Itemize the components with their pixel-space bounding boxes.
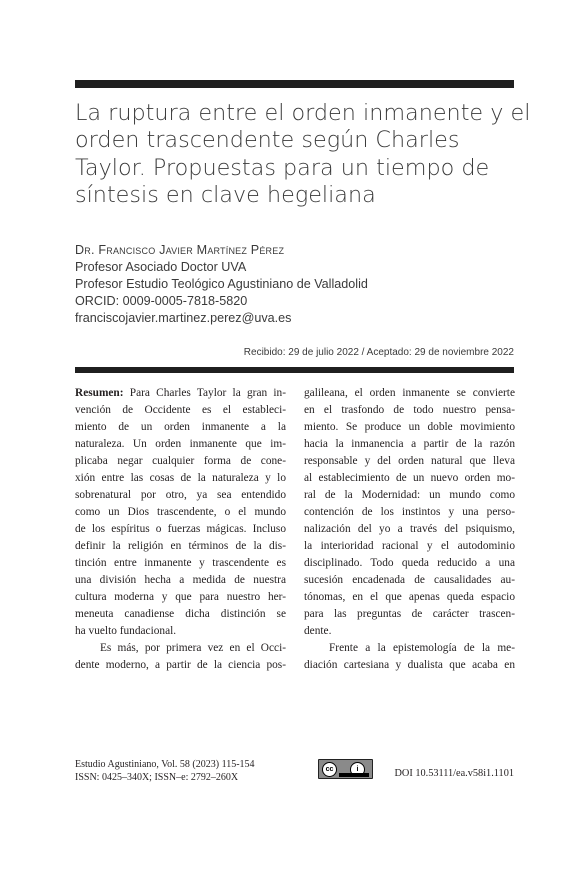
text-line: la interioridad racional y el autodominio: [304, 540, 515, 552]
abstract-right-column: [304, 385, 515, 674]
body-paragraph: [75, 640, 286, 674]
text-line: Es más, por primera vez en el Occi-: [100, 642, 286, 654]
text-line: naturaleza. Un orden inmanente que im-: [75, 438, 286, 450]
text-line: en el trasfondo de todo nuestro pensa-: [304, 404, 515, 416]
title-line: orden trascendente según Charles: [75, 127, 460, 154]
author-institution: Profesor Estudio Teológico Agustiniano de Valladolid: [75, 277, 368, 291]
text-line: hacia la inmanencia a partir de la razón: [304, 438, 515, 450]
text-line: al establecimiento de un nuevo orden mo-: [304, 472, 515, 484]
text-line: sobrenatural por otro, ya sea entendido: [75, 489, 286, 501]
text-line: vención de Occidente es el estableci-: [75, 404, 286, 416]
text-line: contención de los instintos y una perso-: [304, 506, 515, 518]
text-line: nalización del yo a través del psiquismo,: [304, 523, 515, 535]
text-line: galileana, el orden inmanente se convierte: [304, 387, 515, 399]
text-line: como un Dios trascendente, o el mundo: [75, 506, 286, 518]
text-line: meneuta canadiense dicha distinción se: [75, 608, 286, 620]
journal-footer: [75, 759, 315, 784]
abstract-paragraph: [75, 385, 286, 640]
journal-citation: Estudio Agustiniano, Vol. 58 (2023) 115-154: [75, 759, 255, 770]
abstract-label: Resumen:: [75, 387, 124, 399]
text-line: sucesión encadenada de causalidades au-: [304, 574, 515, 586]
text-line: ha vuelto fundacional.: [75, 625, 177, 637]
abstract-paragraph: [304, 385, 515, 640]
attribution-person-icon: i: [350, 762, 365, 777]
author-name: Dr. Francisco Javier Martínez Pérez: [75, 243, 285, 257]
text-line: miento. Se produce un doble movimiento: [304, 421, 515, 433]
text-line: plicaba negar cualquier forma de cone-: [75, 455, 286, 467]
divider-rule: [75, 367, 514, 373]
author-orcid: ORCID: 0009-0005-7818-5820: [75, 294, 248, 308]
title-line: La ruptura entre el orden inmanente y el: [75, 100, 531, 126]
text-line: dente.: [304, 625, 332, 637]
author-email[interactable]: franciscojavier.martinez.perez@uva.es: [75, 311, 292, 325]
title-line: Taylor. Propuestas para un tiempo de: [75, 154, 490, 181]
text-line: ral de la Modernidad: un mundo como: [304, 489, 515, 501]
text-line: definir la religión en términos de la dis-: [75, 540, 286, 552]
text-line: Resumen: Para Charles Taylor la gran in-: [75, 387, 286, 399]
creative-commons-by-icon[interactable]: [318, 759, 373, 779]
author-block: [75, 242, 515, 327]
author-position: Profesor Asociado Doctor UVA: [75, 260, 247, 274]
text-line: xión entre las cosas de la naturaleza y lo: [75, 472, 286, 484]
text-line: de los espíritus o fuerzas mágicas. Incluso: [75, 523, 286, 535]
received-accepted-dates: Recibido: 29 de julio 2022 / Aceptado: 29 de noviembre 2022: [243, 347, 514, 358]
text-line: diación cartesiana y dualista que acaba en: [304, 659, 515, 671]
abstract-left-column: [75, 385, 286, 674]
journal-issn: ISSN: 0425–340X; ISSN–e: 2792–260X: [75, 771, 239, 783]
article-title: [75, 100, 531, 210]
license-strip: [339, 773, 369, 777]
cc-symbol-icon: cc: [322, 762, 337, 777]
top-rule: [75, 80, 514, 88]
text-line: para las preguntas de carácter trascen-: [304, 608, 515, 620]
body-paragraph: [304, 640, 515, 674]
text-line: cultura moderna y que para nuestro her-: [75, 591, 286, 603]
text-line: disciplinado. Todo queda reducido a una: [304, 557, 515, 569]
doi-link[interactable]: DOI 10.53111/ea.v58i1.1101: [394, 768, 514, 779]
text-line: una división hecha a medida de nuestra: [75, 574, 286, 586]
text-line: miento de un orden inmanente a la: [75, 421, 286, 433]
text-line: tónomas, en el que apenas queda espacio: [304, 591, 515, 603]
text-line: dente moderno, a partir de la ciencia pos-: [75, 659, 286, 671]
title-line: síntesis en clave hegeliana: [75, 182, 376, 209]
text-line: responsable y del orden natural que lleva: [304, 455, 515, 467]
text-line: Frente a la epistemología de la me-: [329, 642, 515, 654]
text-line: tinción entre inmanente y trascendente es: [75, 557, 286, 569]
